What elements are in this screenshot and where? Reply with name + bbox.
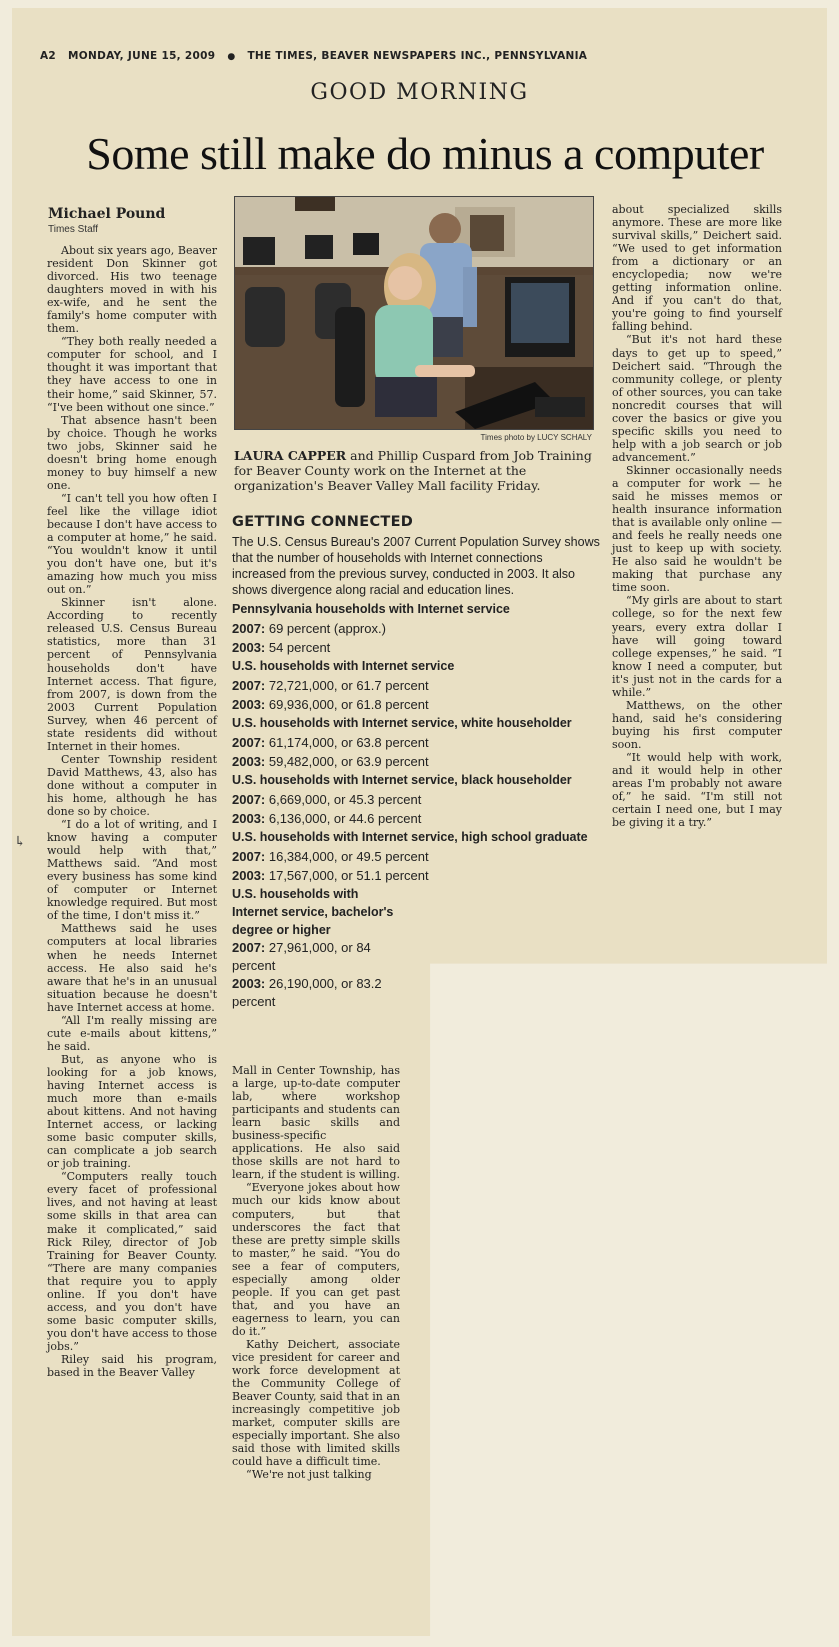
stat-value: 61,174,000, or 63.8 percent [265,735,429,750]
paragraph: “They both really needed a computer for school, and I thought it was important that they have access to one in their home,” said Skinner, 57. “I've been without one since.” [47,335,217,414]
article-column-middle [232,1064,400,1482]
article-column-left [47,244,217,1379]
stat-category: U.S. households with Internet service, white householder [232,716,572,730]
paragraph: Skinner isn't alone. According to recently released U.S. Census Bureau statistics, more than 31 percent of Pennsylvania households don't have Internet access. That figure, from 2007, is down from the 2003 Current Population Survey, when 46 percent of state residents did without Internet in their homes. [47,596,217,753]
stat-year: 2003: [232,640,266,655]
stat-year: 2003: [232,976,266,991]
stat-row [232,975,407,1011]
sidebar-title: GETTING CONNECTED [232,514,414,530]
paragraph: Riley said his program, based in the Beaver Valley [47,1352,217,1380]
paragraph: “My girls are about to start college, so for the next few years, every extra dollar I have will going toward college expenses,” he said. “I know I need a computer, but it's just not in the cards for a while.” [612,594,782,699]
caption-text: and Phillip Cuspard from Job Training for Beaver County work on the Internet at the organization's Beaver Valley Mall facility Friday. [234,448,592,493]
stat-year: 2007: [232,940,266,955]
stat-year: 2003: [232,754,266,769]
stat-year: 2007: [232,792,266,807]
stat-value: 69,936,000, or 61.8 percent [265,697,429,712]
page-number: A2 [40,50,57,62]
paragraph: About six years ago, Beaver resident Don Skinner got divorced. His two teenage daughters moved in with his ex-wife, and he sent the family's home computer with them. [47,244,217,336]
handwritten-arrow-icon: ↳ [14,834,26,850]
stat-row [232,939,407,975]
stat-value: 6,669,000, or 45.3 percent [265,792,422,807]
paragraph: “I do a lot of writing, and I know having a computer would help with that,” Matthews said. “And most every business has some kind of computer or Internet knowledge required. But most of the time, I don't miss it.” [47,818,217,923]
stat-row [232,752,600,771]
stat-category: U.S. households with Internet service [232,659,455,673]
getting-connected-sidebar [232,514,600,1011]
paragraph: “We're not just talking [246,1468,372,1482]
paragraph: “Everyone jokes about how much our kids know about computers, but that underscores the fact that these are pretty simple skills to master,” he said. “You do see a fear of computers, especially among older people. If you can get past that, and you have an eagerness to learn, you can do it.” [232,1181,400,1338]
paragraph: Center Township resident David Matthews, 43, also has done without a computer in his home, although he has done so by choice. [47,752,217,819]
stat-value: 59,482,000, or 63.9 percent [265,754,429,769]
stat-category: U.S. households with Internet service, black householder [232,773,572,787]
caption-names: LAURA CAPPER [234,448,347,463]
stat-row [232,676,600,695]
stat-year: 2003: [232,697,266,712]
paragraph: Mall in Center Township, has a large, up-to-date computer lab, where workshop participants and students can learn basic skills and business-specific applications. He also said those skills are not hard to learn, if the student is willing. [232,1064,400,1182]
stat-value: 54 percent [265,640,331,655]
stat-row [232,790,600,809]
stat-value: 72,721,000, or 61.7 percent [265,678,429,693]
photo-caption [234,448,596,493]
photo-credit: Times photo by LUCY SCHALY [480,433,592,442]
stat-value: 26,190,000, or 83.2 percent [232,976,382,1009]
paragraph: “I can't tell you how often I feel like the village idiot because I don't have access to a computer at home,” he said. “You wouldn't know it until you don't have one, but it's amazing how much you miss out on.” [47,491,217,597]
byline-title: Times Staff [48,224,99,235]
stat-year: 2007: [232,849,266,864]
paragraph: Matthews, on the other hand, said he's considering buying his first computer soon. [612,698,782,751]
paragraph: But, as anyone who is looking for a job knows, having Internet access is much more than e-mails about kittens. And not having Internet access, or lacking some basic computer skills, can complicate a job search or job training. [47,1052,217,1171]
headline: Some still make do minus a computer [86,128,764,179]
stat-category: Pennsylvania households with Internet service [232,602,510,616]
paragraph: That absence hasn't been by choice. Though he works two jobs, Skinner said he doesn't bring home enough money to buy himself a new one. [47,413,217,492]
publisher-line: THE TIMES, BEAVER NEWSPAPERS INC., PENNSYLVANIA [247,50,588,62]
issue-date: MONDAY, JUNE 15, 2009 [68,50,216,62]
stat-value: 16,384,000, or 49.5 percent [265,849,429,864]
sidebar-intro: The U.S. Census Bureau's 2007 Current Population Survey shows that the number of households with Internet connections increased from the previous survey, conducted in 2003. It also shows divergence along racial and education lines. [232,535,600,597]
paragraph: “All I'm really missing are cute e-mails about kittens,” he said. [47,1013,217,1053]
page-header [40,50,800,66]
paragraph: Skinner occasionally needs a computer for work — he said he misses memos or health insurance information that is available only online — and feels he really needs one just to keep up with society. He also said he wouldn't be making that purchase any time soon. [612,463,782,595]
stat-row [232,866,600,885]
photo-illustration [235,197,593,429]
stat-value: 27,961,000, or 84 percent [232,940,371,973]
stat-year: 2003: [232,811,266,826]
paragraph: about specialized skills anymore. These are more like survival skills,” Deichert said. “We used to get information from a dictionary or an encyclopedia; now we're getting information online. And if you can't do that, you're going to find yourself falling behind. [612,203,782,334]
paragraph: “Computers really touch every facet of professional lives, and not having at least some skills in that area can make it complicated,” said Rick Riley, director of Job Training for Beaver County. “There are many companies that require you to apply online. If you don't have access, and you don't have some basic computer skills, you don't have access to those jobs.” [47,1170,217,1353]
stat-row [232,619,600,638]
paragraph: Matthews said he uses computers at local libraries when he needs Internet access. He also said he's aware that he's in an unusual situation because he doesn't have Internet access at home. [47,922,217,1014]
news-photo [234,196,594,430]
stat-category: U.S. households with Internet service, high school graduate [232,830,588,844]
section-kicker: GOOD MORNING [310,80,529,105]
stat-row [232,695,600,714]
article-column-right [612,203,782,829]
stat-row [232,847,600,866]
stat-group-narrow [232,885,407,1011]
stat-value: 17,567,000, or 51.1 percent [265,868,429,883]
stat-value: 69 percent (approx.) [265,621,386,636]
byline-name: Michael Pound [48,206,166,222]
paragraph: “It would help with work, and it would help in other areas I'm probably not aware of,” he said. “I'm still not certain I need one, but I may be giving it a try.” [612,750,782,830]
stat-row [232,733,600,752]
stat-category: U.S. households with Internet service, bachelor's degree or higher [232,887,394,937]
stat-row [232,809,600,828]
stat-year: 2007: [232,621,266,636]
bullet-icon: ● [227,52,236,62]
stat-value: 6,136,000, or 44.6 percent [265,811,422,826]
stat-year: 2007: [232,735,266,750]
paragraph: “But it's not hard these days to get up to speed,” Deichert said. “Through the community college, or plenty of other sources, you can take noncredit courses that will cover the basics or give you specific skills you need to help with a job search or job advancement.” [612,333,782,464]
stat-row [232,638,600,657]
stat-year: 2003: [232,868,266,883]
paragraph: Kathy Deichert, associate vice president for career and work force development at the Community College of Beaver County, said that in an increasingly competitive job market, computer skills are especially important. She also said those with limited skills could have a difficult time. [232,1337,401,1469]
stat-year: 2007: [232,678,266,693]
